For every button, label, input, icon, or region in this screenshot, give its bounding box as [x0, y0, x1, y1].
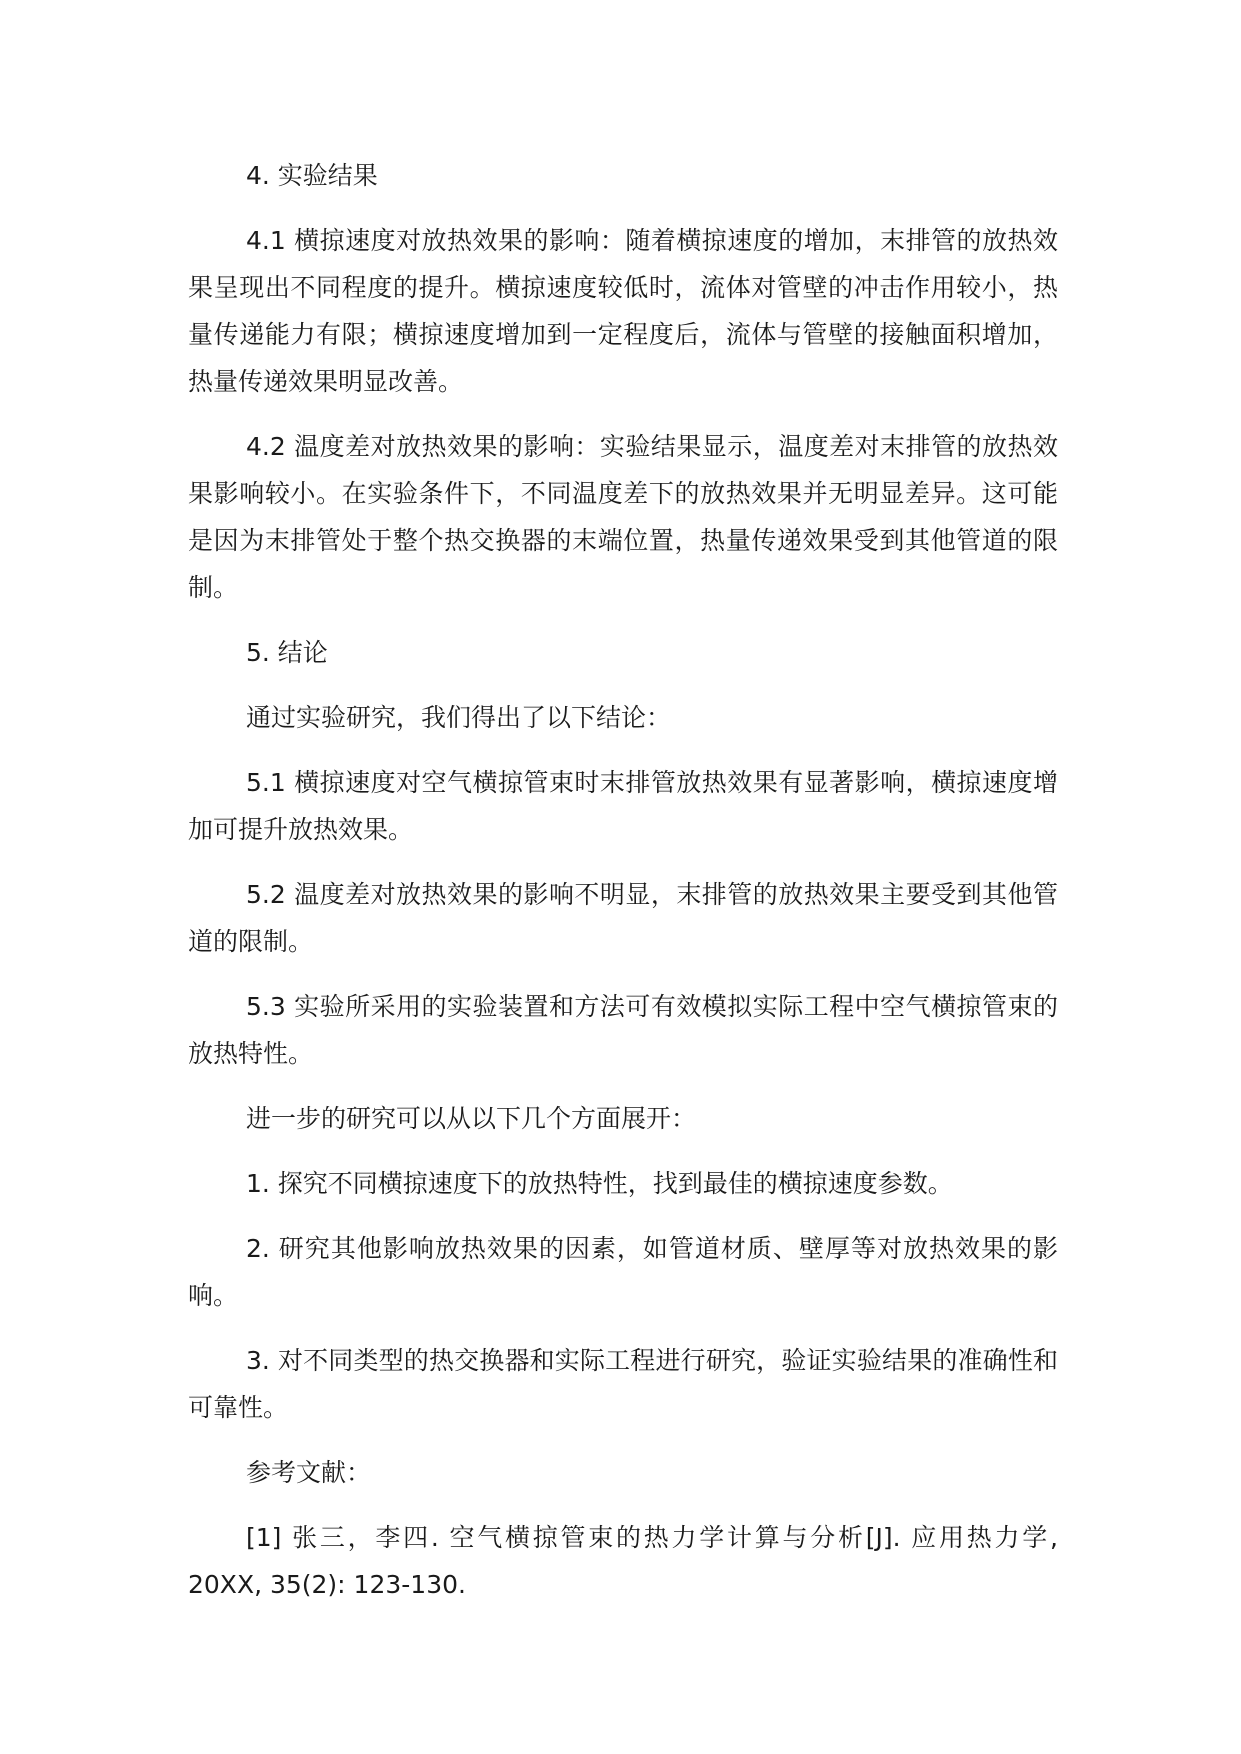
- further-research-item-1: 1. 探究不同横掠速度下的放热特性，找到最佳的横掠速度参数。: [246, 1169, 953, 1198]
- references-heading: 参考文献：: [246, 1458, 372, 1487]
- paragraph-4-1: 4.1 横掠速度对放热效果的影响：随着横掠速度的增加，末排管的放热效果呈现出不同程度的提升。横掠速度较低时，流体对管壁的冲击作用较小，热量传递能力有限；横掠速度增加到一定程度后，流体与管壁的接触面积增加，热量传递效果明显改善。: [188, 226, 1058, 396]
- paragraph-5-1: 5.1 横掠速度对空气横掠管束时末排管放热效果有显著影响，横掠速度增加可提升放热效果。: [188, 768, 1058, 844]
- further-research-item-3: 3. 对不同类型的热交换器和实际工程进行研究，验证实验结果的准确性和可靠性。: [188, 1346, 1058, 1422]
- reference-item-1: [1] 张三，李四. 空气横掠管束的热力学计算与分析[J]. 应用热力学, 20XX, 35(2): 123-130.: [188, 1523, 1058, 1599]
- conclusion-intro: 通过实验研究，我们得出了以下结论：: [246, 703, 672, 732]
- further-research-intro: 进一步的研究可以从以下几个方面展开：: [246, 1104, 697, 1133]
- paragraph-5-3: 5.3 实验所采用的实验装置和方法可有效模拟实际工程中空气横掠管束的放热特性。: [188, 992, 1058, 1068]
- document-body: [188, 152, 1058, 1626]
- paragraph-5-2: 5.2 温度差对放热效果的影响不明显，末排管的放热效果主要受到其他管道的限制。: [188, 880, 1058, 956]
- further-research-item-2: 2. 研究其他影响放热效果的因素，如管道材质、壁厚等对放热效果的影响。: [188, 1234, 1058, 1310]
- section-heading-results: 4. 实验结果: [246, 161, 378, 190]
- section-heading-conclusion: 5. 结论: [246, 638, 328, 667]
- paragraph-4-2: 4.2 温度差对放热效果的影响：实验结果显示，温度差对末排管的放热效果影响较小。在实验条件下，不同温度差下的放热效果并无明显差异。这可能是因为末排管处于整个热交换器的末端位置，热量传递效果受到其他管道的限制。: [188, 432, 1058, 602]
